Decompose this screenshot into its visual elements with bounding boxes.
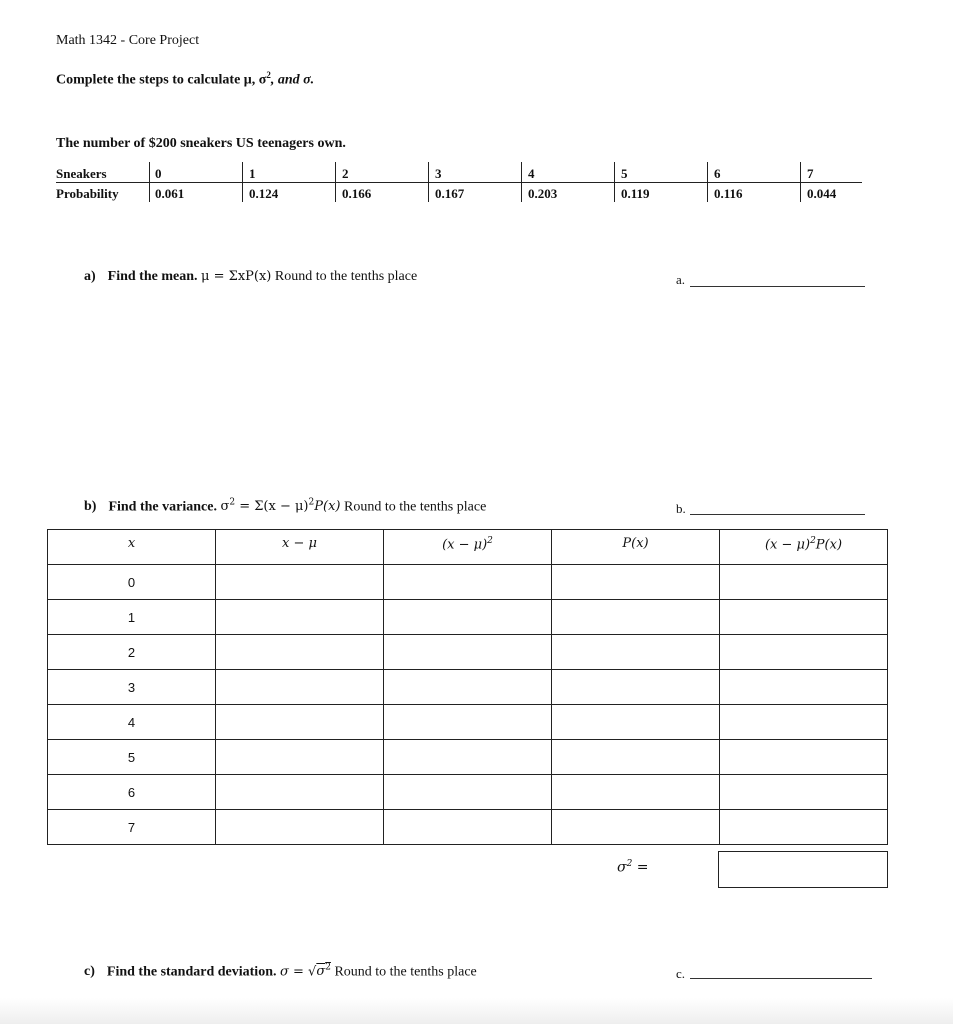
blank-cell[interactable]	[552, 705, 720, 740]
variance-sum-box[interactable]	[718, 851, 888, 888]
blank-cell[interactable]	[384, 775, 552, 810]
table-row	[48, 810, 888, 845]
blank-cell[interactable]	[384, 600, 552, 635]
probability-value: 0.061	[155, 186, 185, 201]
sneakers-value: 2	[342, 166, 349, 181]
x-value: 0	[48, 565, 216, 600]
course-title: Math 1342 - Core Project	[56, 33, 200, 48]
header-product: $(x - \mu)^2P(x)$	[720, 530, 888, 565]
blank-cell[interactable]	[552, 635, 720, 670]
probability-label: Probability	[56, 186, 119, 201]
blank-cell[interactable]	[216, 810, 384, 845]
blank-cell[interactable]	[720, 740, 888, 775]
blank-cell[interactable]	[552, 670, 720, 705]
blank-cell[interactable]	[384, 705, 552, 740]
table-row	[48, 775, 888, 810]
variance-sum-label: $\sigma^2$ =	[617, 859, 649, 876]
x-value: 6	[48, 775, 216, 810]
probability-value: 0.167	[435, 186, 465, 201]
blank-cell[interactable]	[552, 810, 720, 845]
answer-c-blank[interactable]	[690, 978, 872, 979]
blank-cell[interactable]	[552, 740, 720, 775]
x-value: 1	[48, 600, 216, 635]
part-a-question: a) Find the mean. μ = ΣxP(x) Round to the tenths place	[84, 269, 418, 284]
blank-cell[interactable]	[384, 670, 552, 705]
table-row	[48, 705, 888, 740]
blank-cell[interactable]	[720, 705, 888, 740]
header-x: x	[48, 530, 216, 565]
table-row	[48, 565, 888, 600]
table-header-row	[48, 530, 888, 565]
column-separator	[428, 162, 429, 202]
x-value: 4	[48, 705, 216, 740]
sneakers-value: 0	[155, 166, 162, 181]
blank-cell[interactable]	[720, 635, 888, 670]
column-separator	[242, 162, 243, 202]
column-separator	[800, 162, 801, 202]
x-value: 3	[48, 670, 216, 705]
blank-cell[interactable]	[384, 740, 552, 775]
part-b-question: b) Find the variance. $\sigma^2 = \Sigma(x - \mu)^2P(x)$ Round to the tenths place	[84, 498, 487, 515]
blank-cell[interactable]	[216, 775, 384, 810]
column-separator	[149, 162, 150, 202]
blank-cell[interactable]	[216, 705, 384, 740]
part-c-question: c) Find the standard deviation. $\sigma = √\sigma^2$ Round to the tenths place	[84, 963, 477, 980]
page-bottom-shadow	[0, 998, 953, 1024]
x-value: 2	[48, 635, 216, 670]
table-row	[48, 670, 888, 705]
answer-a-blank[interactable]	[690, 286, 865, 287]
distribution-divider	[56, 182, 862, 183]
probability-value: 0.116	[714, 186, 743, 201]
probability-value: 0.203	[528, 186, 558, 201]
sneakers-value: 7	[807, 166, 814, 181]
answer-b-blank[interactable]	[690, 514, 865, 515]
column-separator	[521, 162, 522, 202]
header-squared: $(x - \mu)^2$	[384, 530, 552, 565]
x-value: 7	[48, 810, 216, 845]
sneakers-value: 5	[621, 166, 628, 181]
variance-table	[47, 529, 888, 845]
column-separator	[614, 162, 615, 202]
probability-value: 0.044	[807, 186, 837, 201]
blank-cell[interactable]	[216, 565, 384, 600]
table-row	[48, 600, 888, 635]
x-value: 5	[48, 740, 216, 775]
column-separator	[707, 162, 708, 202]
instructions: Complete the steps to calculate μ, $\sigma^2$, and σ.	[56, 70, 315, 88]
answer-b-label: b.	[676, 501, 686, 516]
blank-cell[interactable]	[720, 565, 888, 600]
blank-cell[interactable]	[384, 565, 552, 600]
blank-cell[interactable]	[384, 635, 552, 670]
sneakers-label: Sneakers	[56, 166, 107, 181]
blank-cell[interactable]	[552, 775, 720, 810]
sneakers-value: 4	[528, 166, 535, 181]
answer-c-label: c.	[676, 966, 686, 981]
table-row	[48, 740, 888, 775]
blank-cell[interactable]	[552, 565, 720, 600]
probability-value: 0.124	[249, 186, 279, 201]
header-x-minus-mu: x − μ	[216, 530, 384, 565]
blank-cell[interactable]	[216, 635, 384, 670]
blank-cell[interactable]	[216, 670, 384, 705]
header-px: P(x)	[552, 530, 720, 565]
sneakers-value: 1	[249, 166, 256, 181]
blank-cell[interactable]	[552, 600, 720, 635]
sneakers-value: 6	[714, 166, 721, 181]
column-separator	[335, 162, 336, 202]
blank-cell[interactable]	[720, 775, 888, 810]
blank-cell[interactable]	[216, 740, 384, 775]
blank-cell[interactable]	[216, 600, 384, 635]
table-row	[48, 635, 888, 670]
sneakers-value: 3	[435, 166, 442, 181]
answer-a-label: a.	[676, 272, 686, 287]
blank-cell[interactable]	[384, 810, 552, 845]
blank-cell[interactable]	[720, 600, 888, 635]
probability-value: 0.119	[621, 186, 650, 201]
probability-value: 0.166	[342, 186, 372, 201]
blank-cell[interactable]	[720, 670, 888, 705]
distribution-description: The number of $200 sneakers US teenagers own.	[56, 136, 346, 151]
blank-cell[interactable]	[720, 810, 888, 845]
